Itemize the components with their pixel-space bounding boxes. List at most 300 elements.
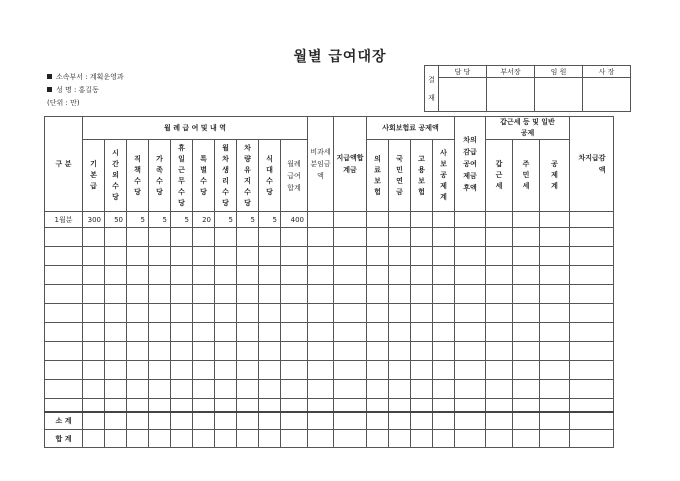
cell[interactable] [83,304,105,323]
cell[interactable] [570,342,614,361]
cell[interactable] [570,285,614,304]
cell[interactable] [433,304,455,323]
cell[interactable] [411,247,433,266]
cell[interactable] [171,304,193,323]
sign-box[interactable] [439,78,487,112]
header-col-special: 특별수당 [200,154,207,196]
cell[interactable] [215,399,237,412]
cell[interactable] [171,380,193,399]
cell[interactable] [215,247,237,266]
cell[interactable] [259,412,281,430]
cell[interactable] [127,247,149,266]
cell[interactable] [540,399,570,412]
cell[interactable] [193,247,215,266]
cell[interactable] [367,304,389,323]
cell[interactable] [455,323,486,342]
cell[interactable] [433,342,455,361]
cell[interactable] [281,430,308,448]
cell[interactable] [486,342,513,361]
cell[interactable] [455,212,486,228]
cell[interactable] [540,285,570,304]
cell[interactable] [570,361,614,380]
sign-box[interactable] [535,78,583,112]
cell[interactable] [455,361,486,380]
cell[interactable] [237,380,259,399]
cell[interactable] [411,323,433,342]
cell[interactable] [513,212,540,228]
cell[interactable] [105,247,127,266]
cell[interactable] [513,342,540,361]
cell[interactable] [334,304,367,323]
cell[interactable] [389,266,411,285]
cell[interactable] [334,247,367,266]
cell[interactable] [45,285,83,304]
cell[interactable] [308,361,334,380]
cell[interactable] [83,361,105,380]
cell[interactable] [513,285,540,304]
cell[interactable] [193,323,215,342]
cell[interactable] [486,380,513,399]
cell[interactable] [308,212,334,228]
cell[interactable] [281,380,308,399]
cell[interactable] [389,399,411,412]
cell[interactable] [105,323,127,342]
cell[interactable] [171,323,193,342]
unit-line: (단위 : 만) [47,99,80,107]
cell[interactable] [513,304,540,323]
cell[interactable] [127,361,149,380]
cell[interactable] [570,266,614,285]
cell[interactable] [334,228,367,247]
cell[interactable] [237,266,259,285]
cell[interactable] [105,304,127,323]
cell[interactable] [433,323,455,342]
cell[interactable] [105,228,127,247]
cell[interactable] [433,247,455,266]
cell[interactable] [486,228,513,247]
cell[interactable] [367,399,389,412]
cell[interactable] [105,285,127,304]
cell[interactable] [308,304,334,323]
cell[interactable] [308,228,334,247]
cell[interactable] [215,430,237,448]
cell[interactable] [334,266,367,285]
cell[interactable] [411,285,433,304]
cell-value[interactable]: 400 [281,212,308,228]
cell[interactable] [83,380,105,399]
cell[interactable] [486,266,513,285]
cell[interactable] [259,285,281,304]
cell[interactable] [411,399,433,412]
cell[interactable] [193,399,215,412]
cell[interactable] [127,342,149,361]
cell[interactable] [215,380,237,399]
header-cha-gamgeup: 차의감급공여제금후액 [463,136,477,192]
cell[interactable] [259,430,281,448]
cell[interactable] [171,266,193,285]
cell[interactable] [540,361,570,380]
cell[interactable] [149,285,171,304]
cell[interactable] [193,285,215,304]
cell[interactable] [127,412,149,430]
cell[interactable] [433,412,455,430]
cell[interactable] [105,380,127,399]
cell[interactable] [540,247,570,266]
cell[interactable] [215,304,237,323]
cell[interactable] [513,266,540,285]
cell[interactable] [215,342,237,361]
cell[interactable] [259,361,281,380]
cell[interactable] [433,285,455,304]
cell[interactable] [127,285,149,304]
cell[interactable] [334,380,367,399]
cell[interactable] [486,323,513,342]
cell[interactable] [433,380,455,399]
cell[interactable] [486,304,513,323]
cell[interactable] [83,342,105,361]
cell[interactable] [367,323,389,342]
cell[interactable] [45,361,83,380]
table-row [45,323,614,342]
cell[interactable] [334,430,367,448]
cell[interactable] [237,228,259,247]
cell[interactable] [215,266,237,285]
cell[interactable] [570,399,614,412]
cell[interactable] [570,412,614,430]
cell[interactable] [389,361,411,380]
cell[interactable] [149,361,171,380]
cell[interactable] [334,412,367,430]
cell[interactable] [193,228,215,247]
cell[interactable] [171,228,193,247]
cell[interactable] [83,266,105,285]
cell[interactable] [389,323,411,342]
cell-value[interactable]: 50 [105,212,127,228]
cell[interactable] [486,247,513,266]
cell[interactable] [215,285,237,304]
cell[interactable] [389,342,411,361]
cell[interactable] [367,285,389,304]
cell[interactable] [237,285,259,304]
cell[interactable] [570,212,614,228]
cell[interactable] [281,304,308,323]
cell[interactable] [281,361,308,380]
cell[interactable] [411,380,433,399]
cell[interactable] [193,380,215,399]
cell-value[interactable]: 5 [149,212,171,228]
cell[interactable] [45,342,83,361]
cell[interactable] [237,412,259,430]
cell[interactable] [308,285,334,304]
cell[interactable] [367,342,389,361]
cell[interactable] [127,380,149,399]
cell[interactable] [193,342,215,361]
cell[interactable] [411,304,433,323]
cell[interactable] [411,430,433,448]
cell-value[interactable]: 20 [193,212,215,228]
cell[interactable] [334,399,367,412]
cell[interactable] [334,323,367,342]
cell[interactable] [540,342,570,361]
header-col-meal: 식대수당 [266,154,273,196]
cell[interactable] [486,399,513,412]
cell[interactable] [127,399,149,412]
cell[interactable] [237,399,259,412]
cell[interactable] [83,412,105,430]
cell[interactable] [259,342,281,361]
cell[interactable] [259,228,281,247]
cell[interactable] [367,430,389,448]
cell[interactable] [334,342,367,361]
cell[interactable] [259,380,281,399]
cell[interactable] [513,323,540,342]
cell[interactable] [411,266,433,285]
cell[interactable] [83,399,105,412]
cell[interactable] [45,266,83,285]
cell[interactable] [127,430,149,448]
cell[interactable] [215,361,237,380]
cell[interactable] [259,399,281,412]
cell-value[interactable]: 5 [171,212,193,228]
cell[interactable] [411,212,433,228]
cell[interactable] [513,399,540,412]
cell[interactable] [513,228,540,247]
cell[interactable] [455,266,486,285]
cell[interactable] [455,380,486,399]
cell[interactable] [433,266,455,285]
cell[interactable] [540,304,570,323]
cell[interactable] [259,304,281,323]
cell[interactable] [308,412,334,430]
sign-box[interactable] [487,78,535,112]
cell[interactable] [455,228,486,247]
cell[interactable] [215,412,237,430]
cell[interactable] [281,412,308,430]
cell[interactable] [83,228,105,247]
cell[interactable] [367,228,389,247]
cell[interactable] [259,323,281,342]
cell[interactable] [570,228,614,247]
cell[interactable] [171,430,193,448]
cell[interactable] [281,323,308,342]
cell[interactable] [540,212,570,228]
dept-text: 소속부서 : 계획운영과 [56,73,124,81]
cell[interactable] [149,247,171,266]
cell[interactable] [570,247,614,266]
cell[interactable] [171,361,193,380]
cell[interactable] [367,212,389,228]
cell[interactable] [45,228,83,247]
cell[interactable] [433,212,455,228]
cell[interactable] [411,412,433,430]
cell[interactable] [171,285,193,304]
cell[interactable] [570,304,614,323]
cell[interactable] [486,361,513,380]
cell[interactable] [193,266,215,285]
cell[interactable] [433,430,455,448]
cell[interactable] [334,285,367,304]
cell[interactable] [389,430,411,448]
cell[interactable] [513,361,540,380]
cell[interactable] [171,399,193,412]
header-tax-total: 공제계 [551,160,558,190]
cell[interactable] [149,412,171,430]
cell[interactable] [149,228,171,247]
cell[interactable] [281,399,308,412]
cell[interactable] [193,304,215,323]
cell[interactable] [433,361,455,380]
cell[interactable] [83,247,105,266]
cell[interactable] [308,380,334,399]
cell[interactable] [486,285,513,304]
cell-value[interactable]: 5 [259,212,281,228]
cell[interactable] [281,285,308,304]
cell[interactable] [281,247,308,266]
cell[interactable] [513,412,540,430]
cell[interactable] [215,228,237,247]
cell[interactable] [411,342,433,361]
cell[interactable] [281,342,308,361]
cell[interactable] [455,399,486,412]
cell[interactable] [45,304,83,323]
cell[interactable] [367,412,389,430]
cell[interactable] [486,212,513,228]
cell[interactable] [105,430,127,448]
cell[interactable] [389,285,411,304]
cell[interactable] [193,361,215,380]
cell[interactable] [513,380,540,399]
cell[interactable] [367,380,389,399]
cell-value[interactable]: 5 [237,212,259,228]
cell[interactable] [411,228,433,247]
cell[interactable] [127,323,149,342]
cell[interactable] [149,380,171,399]
cell[interactable] [215,323,237,342]
cell[interactable] [308,323,334,342]
cell[interactable] [389,247,411,266]
cell[interactable] [237,361,259,380]
total-label: 합 계 [45,430,83,448]
cell[interactable] [455,412,486,430]
cell[interactable] [433,399,455,412]
cell[interactable] [540,412,570,430]
cell-value[interactable]: 5 [215,212,237,228]
cell[interactable] [83,430,105,448]
cell[interactable] [308,399,334,412]
cell[interactable] [149,342,171,361]
cell[interactable] [45,380,83,399]
cell[interactable] [193,430,215,448]
cell[interactable] [237,247,259,266]
cell[interactable] [389,228,411,247]
cell[interactable] [308,342,334,361]
cell[interactable] [127,228,149,247]
cell[interactable] [127,266,149,285]
cell[interactable] [259,247,281,266]
cell[interactable] [455,247,486,266]
cell[interactable] [570,430,614,448]
cell[interactable] [83,323,105,342]
cell[interactable] [540,380,570,399]
cell[interactable] [149,323,171,342]
cell[interactable] [455,304,486,323]
table-row [45,247,614,266]
cell[interactable] [540,430,570,448]
cell[interactable] [45,247,83,266]
cell[interactable] [45,323,83,342]
cell[interactable] [237,323,259,342]
cell[interactable] [513,430,540,448]
cell[interactable] [149,304,171,323]
cell[interactable] [455,430,486,448]
cell[interactable] [281,228,308,247]
cell[interactable] [83,285,105,304]
cell[interactable] [570,380,614,399]
cell[interactable] [486,430,513,448]
cell[interactable] [105,412,127,430]
cell[interactable] [281,266,308,285]
cell[interactable] [193,412,215,430]
cell[interactable] [570,323,614,342]
cell[interactable] [389,304,411,323]
cell[interactable] [367,266,389,285]
cell[interactable] [455,342,486,361]
cell[interactable] [171,412,193,430]
table-row [45,266,614,285]
cell[interactable] [149,430,171,448]
cell[interactable] [237,342,259,361]
cell[interactable] [334,212,367,228]
cell-value[interactable]: 300 [83,212,105,228]
cell[interactable] [171,342,193,361]
cell[interactable] [308,266,334,285]
header-tax-group: 갑근세 등 및 일반공제 [500,118,555,137]
cell[interactable] [45,399,83,412]
cell[interactable] [237,304,259,323]
sign-box[interactable] [583,78,631,112]
cell[interactable] [259,266,281,285]
cell-value[interactable]: 5 [127,212,149,228]
cell[interactable] [455,285,486,304]
cell[interactable] [367,361,389,380]
cell[interactable] [367,247,389,266]
cell[interactable] [411,361,433,380]
cell[interactable] [540,228,570,247]
cell[interactable] [171,247,193,266]
cell[interactable] [389,380,411,399]
cell[interactable] [540,266,570,285]
cell[interactable] [513,247,540,266]
cell[interactable] [540,323,570,342]
cell[interactable] [334,361,367,380]
cell[interactable] [105,266,127,285]
cell[interactable] [149,399,171,412]
cell[interactable] [149,266,171,285]
header-col-family: 가족수당 [156,154,163,196]
cell[interactable] [486,412,513,430]
cell[interactable] [105,399,127,412]
cell[interactable] [308,247,334,266]
cell[interactable] [389,212,411,228]
cell[interactable] [389,412,411,430]
cell[interactable] [127,304,149,323]
cell[interactable] [308,430,334,448]
total-row [45,430,614,448]
cell[interactable] [237,430,259,448]
cell[interactable] [105,342,127,361]
cell[interactable] [433,228,455,247]
cell[interactable] [105,361,127,380]
